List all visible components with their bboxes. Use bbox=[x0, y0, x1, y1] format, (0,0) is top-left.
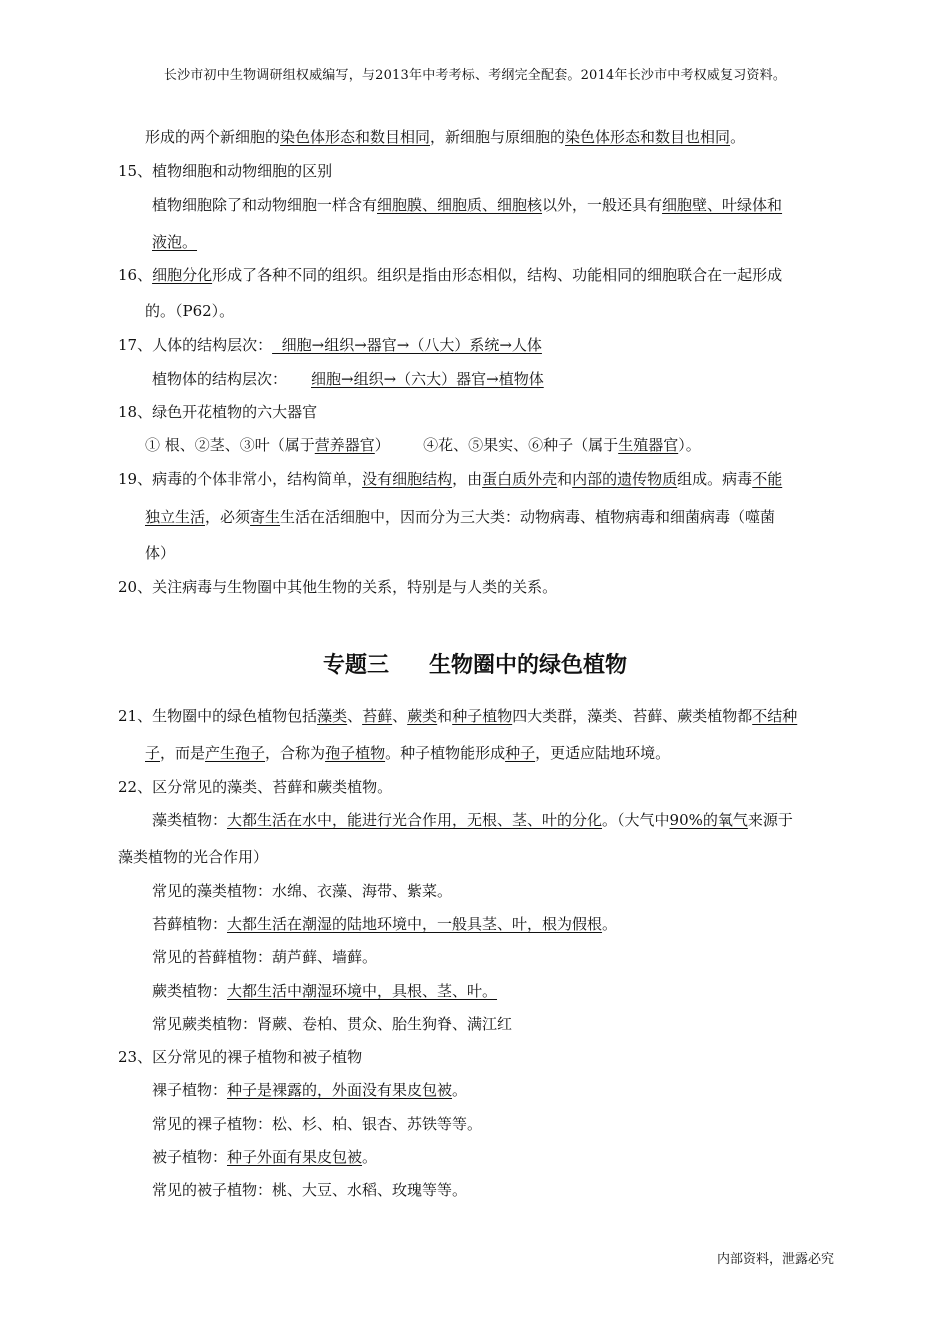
underlined-text: 细胞→组织→（六大）器官→植物体 bbox=[311, 370, 544, 388]
underlined-text: 90%的氧气 bbox=[669, 811, 748, 829]
text: 来源于 bbox=[747, 811, 793, 829]
text: 和 bbox=[557, 470, 573, 488]
underlined-text: 种子 bbox=[505, 744, 536, 762]
text: 的。（P62）。 bbox=[145, 302, 235, 320]
underlined-text: 细胞膜、细胞质、细胞核 bbox=[377, 196, 543, 214]
underlined-text: 寄生 bbox=[250, 508, 281, 526]
text: 形成的两个新细胞的 bbox=[145, 128, 281, 146]
text: 22、区分常见的藻类、苔藓和蕨类植物。 bbox=[118, 778, 393, 796]
section-number: 专题三 bbox=[322, 653, 389, 678]
underlined-text: 孢子植物 bbox=[325, 744, 386, 762]
text: 。 bbox=[602, 915, 618, 933]
underlined-text: 大都生活在潮湿的陆地环境中，一般具茎、叶，根为假根 bbox=[227, 915, 603, 933]
item-heading-18 bbox=[118, 402, 317, 422]
text-line bbox=[152, 947, 377, 967]
text-line bbox=[152, 195, 782, 215]
text-line bbox=[152, 981, 497, 1001]
text: 常见的裸子植物：松、杉、柏、银杏、苏铁等等。 bbox=[152, 1115, 483, 1133]
text: 。 bbox=[730, 128, 746, 146]
text: 23、区分常见的裸子植物和被子植物 bbox=[118, 1048, 363, 1066]
text-line bbox=[118, 847, 268, 867]
text: 裸子植物： bbox=[152, 1081, 228, 1099]
item-21 bbox=[118, 706, 797, 726]
text: ，而是 bbox=[160, 744, 206, 762]
text: 形成了各种不同的组织。组织是指由形态相似，结构、功能相同的细胞联合在一起形成 bbox=[212, 266, 783, 284]
underlined-text: 营养器官 bbox=[314, 436, 375, 454]
text: ，合称为 bbox=[265, 744, 326, 762]
underlined-text: 蕨类 bbox=[407, 707, 438, 725]
text: ，更适应陆地环境。 bbox=[535, 744, 671, 762]
text: 以外，一般还具有 bbox=[542, 196, 663, 214]
text: 16、 bbox=[118, 266, 153, 284]
text-line bbox=[145, 435, 701, 455]
text: 常见的藻类植物：水绵、衣藻、海带、紫菜。 bbox=[152, 882, 453, 900]
underlined-text: 细胞壁、叶绿体和 bbox=[662, 196, 783, 214]
underlined-text: 不结种 bbox=[752, 707, 798, 725]
item-20 bbox=[118, 577, 557, 597]
text: 和 bbox=[437, 707, 453, 725]
text: 、 bbox=[392, 707, 408, 725]
item-heading-15 bbox=[118, 161, 332, 181]
text: ，必须 bbox=[205, 508, 251, 526]
text: 组成。病毒 bbox=[677, 470, 753, 488]
underlined-text: 细胞分化 bbox=[152, 266, 213, 284]
underlined-text: 种子是裸露的，外面没有果皮包被 bbox=[227, 1081, 453, 1099]
underlined-text: 产生孢子 bbox=[205, 744, 266, 762]
underlined-text: 独立生活 bbox=[145, 508, 206, 526]
item-17 bbox=[118, 335, 542, 355]
text: 四大类群，藻类、苔藓、蕨类植物都 bbox=[512, 707, 753, 725]
item-heading-22 bbox=[118, 777, 392, 797]
text-line bbox=[152, 914, 617, 934]
text-line bbox=[152, 881, 452, 901]
text-line bbox=[152, 1180, 467, 1200]
text: 苔藓植物： bbox=[152, 915, 228, 933]
text: 20、关注病毒与生物圈中其他生物的关系，特别是与人类的关系。 bbox=[118, 578, 558, 596]
text: 蕨类植物： bbox=[152, 982, 228, 1000]
text: 。 bbox=[452, 1081, 468, 1099]
underlined-text: 蛋白质外壳 bbox=[482, 470, 558, 488]
underlined-text: 生殖器官 bbox=[618, 436, 679, 454]
text-line bbox=[152, 1080, 467, 1100]
text: ）。 bbox=[678, 436, 701, 454]
text-line bbox=[152, 369, 544, 389]
underlined-text: 大都生活在水中，能进行光合作用，无根、茎、叶的分化 bbox=[227, 811, 603, 829]
text-line bbox=[145, 301, 234, 321]
underlined-text: 不能 bbox=[752, 470, 783, 488]
section-name: 生物圈中的绿色植物 bbox=[429, 653, 628, 678]
underlined-text: 染色体形态和数目相同 bbox=[280, 128, 431, 146]
text: 体） bbox=[145, 544, 176, 562]
text: ，由 bbox=[452, 470, 483, 488]
underlined-text: 种子外面有果皮包被 bbox=[227, 1148, 363, 1166]
underlined-text: 没有细胞结构 bbox=[362, 470, 453, 488]
underlined-text: 染色体形态和数目也相同 bbox=[565, 128, 731, 146]
underlined-text: 大都生活中潮湿环境中，具根、茎、叶。 bbox=[227, 982, 498, 1000]
text: ） ④花、⑤果实、⑥种子（属于 bbox=[374, 436, 619, 454]
text-line bbox=[152, 1114, 482, 1134]
text: 生活在活细胞中，因而分为三大类：动物病毒、植物病毒和细菌病毒（噬菌 bbox=[280, 508, 776, 526]
text: 、 bbox=[347, 707, 363, 725]
text-line bbox=[145, 543, 175, 563]
text: ① 根、②茎、③叶（属于 bbox=[145, 436, 315, 454]
underlined-text: 种子植物 bbox=[452, 707, 513, 725]
text: 植物细胞除了和动物细胞一样含有 bbox=[152, 196, 378, 214]
text-line bbox=[145, 743, 670, 763]
text-line bbox=[145, 127, 745, 147]
section-title bbox=[0, 648, 950, 679]
text: 常见的被子植物：桃、大豆、水稻、玫瑰等等。 bbox=[152, 1181, 468, 1199]
text: 藻类植物： bbox=[152, 811, 228, 829]
underlined-text: 液泡。 bbox=[152, 233, 198, 251]
text: 藻类植物的光合作用） bbox=[118, 848, 269, 866]
text: 。（大气中 bbox=[602, 811, 670, 829]
text: 植物体的结构层次： bbox=[152, 370, 288, 388]
text-line bbox=[152, 232, 197, 252]
text: 。 bbox=[362, 1148, 378, 1166]
text: 常见蕨类植物：肾蕨、卷柏、贯众、胎生狗脊、满江红 bbox=[152, 1015, 513, 1033]
item-19 bbox=[118, 469, 782, 489]
text: 被子植物： bbox=[152, 1148, 228, 1166]
text: 常见的苔藓植物：葫芦藓、墙藓。 bbox=[152, 948, 378, 966]
text-line bbox=[152, 1147, 377, 1167]
text: 17、人体的结构层次： bbox=[118, 336, 273, 354]
text-line bbox=[152, 810, 793, 830]
text: 21、生物圈中的绿色植物包括 bbox=[118, 707, 318, 725]
text-line bbox=[152, 1014, 512, 1034]
text: 。种子植物能形成 bbox=[385, 744, 506, 762]
text: 15、植物细胞和动物细胞的区别 bbox=[118, 162, 333, 180]
underlined-text: 子 bbox=[145, 744, 161, 762]
text-line bbox=[145, 507, 775, 527]
text: 19、病毒的个体非常小，结构简单， bbox=[118, 470, 363, 488]
text: 18、绿色开花植物的六大器官 bbox=[118, 403, 318, 421]
underlined-text: 内部的遗传物质 bbox=[572, 470, 678, 488]
page-footer: 内部资料，泄露必究 bbox=[716, 1252, 834, 1267]
item-16 bbox=[118, 265, 782, 285]
text: ，新细胞与原细胞的 bbox=[430, 128, 566, 146]
page-header: 长沙市初中生物调研组权威编写，与2013年中考考标、考纲完全配套。2014年长沙市中考权威复习资料。 bbox=[163, 68, 787, 83]
item-heading-23 bbox=[118, 1047, 362, 1067]
underlined-text: 苔藓 bbox=[362, 707, 393, 725]
underlined-text: 藻类 bbox=[317, 707, 348, 725]
underlined-text: 细胞→组织→器官→（八大）系统→人体 bbox=[272, 336, 542, 354]
